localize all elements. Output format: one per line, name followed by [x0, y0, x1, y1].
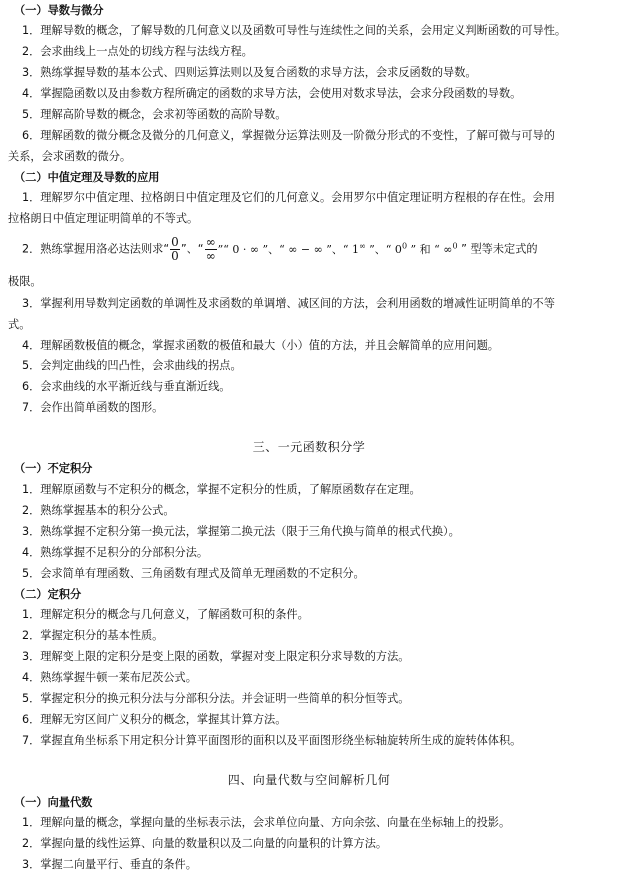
list-item: 6．理解无穷区间广义积分的概念，掌握其计算方法。 — [22, 713, 287, 726]
list-item: 6．理解函数的微分概念及微分的几何意义，掌握微分运算法则及一阶微分形式的不变性，了解可微与可导的 — [22, 129, 555, 142]
list-item: 2．掌握定积分的基本性质。 — [22, 629, 164, 642]
list-item: 2．掌握向量的线性运算、向量的数量积以及二向量的向量积的计算方法。 — [22, 837, 388, 850]
list-item: 4．熟练掌握不足积分的分部积分法。 — [22, 546, 209, 559]
list-item: 3．掌握二向量平行、垂直的条件。 — [22, 858, 197, 871]
list-item: 5．理解高阶导数的概念，会求初等函数的高阶导数。 — [22, 108, 287, 121]
list-item: 7．掌握直角坐标系下用定积分计算平面图形的面积以及平面图形绕坐标轴旋转所生成的旋转体体积。 — [22, 734, 522, 747]
list-item-continuation: 关系，会求函数的微分。 — [8, 150, 132, 163]
list-item: 6．会求曲线的水平渐近线与垂直渐近线。 — [22, 380, 231, 393]
subsection-heading-vector-algebra: （一）向量代数 — [14, 796, 93, 809]
lhopital-text-end: ” 型等未定式的 — [457, 242, 538, 256]
list-item: 5．会求简单有理函数、三角函数有理式及简单无理函数的不定积分。 — [22, 567, 365, 580]
list-item: 1．理解原函数与不定积分的概念，掌握不定积分的性质，了解原函数存在定理。 — [22, 483, 421, 496]
separator-text: ”、“ — [180, 242, 204, 256]
section-title-integral: 三、一元函数积分学 — [252, 440, 366, 454]
list-item: 5．掌握定积分的换元积分法与分部积分法。并会证明一些简单的积分恒等式。 — [22, 692, 410, 705]
indeterminate-forms: ”“ 0 · ∞ ”、“ ∞ − ∞ ”、“ 1∞ ”、“ $0^0$ ” 和 “ ∞$^0$ — [217, 241, 458, 256]
list-item-continuation: 式。 — [8, 318, 31, 331]
list-item: 3．熟练掌握不定积分第一换元法，掌握第二换元法（限于三角代换与简单的根式代换）。 — [22, 525, 460, 538]
list-item: 4．掌握隐函数以及由参数方程所确定的函数的求导方法，会使用对数求导法，会求分段函数的导数。 — [22, 87, 522, 100]
list-item-lhopital — [0, 231, 618, 265]
subsection-heading-indefinite: （一）不定积分 — [14, 462, 93, 475]
subsection-heading-mean-value: （二）中值定理及导数的应用 — [14, 171, 160, 184]
list-item: 4．理解函数极值的概念，掌握求函数的极值和最大（小）值的方法，并且会解简单的应用问题。 — [22, 339, 499, 352]
list-item: 5．会判定曲线的凹凸性，会求曲线的拐点。 — [22, 359, 242, 372]
list-item: 2．会求曲线上一点处的切线方程与法线方程。 — [22, 45, 253, 58]
fraction-denominator: ∞ — [205, 249, 216, 264]
fraction-denominator: 0 — [171, 249, 179, 264]
list-item: 1．理解罗尔中值定理、拉格朗日中值定理及它们的几何意义。会用罗尔中值定理证明方程根的存在性。会用 — [22, 191, 555, 204]
list-item: 3．熟练掌握导数的基本公式、四则运算法则以及复合函数的求导方法，会求反函数的导数。 — [22, 66, 477, 79]
list-item: 2．熟练掌握基本的积分公式。 — [22, 504, 175, 517]
fraction-numerator: ∞ — [205, 235, 216, 250]
subsection-heading-definite: （二）定积分 — [14, 588, 82, 601]
subsection-heading-derivative: （一）导数与微分 — [14, 4, 104, 17]
fraction-numerator: 0 — [171, 235, 179, 250]
list-item: 3．掌握利用导数判定函数的单调性及求函数的单调增、减区间的方法，会利用函数的增减性证明简单的不等 — [22, 297, 555, 310]
section-title-vector: 四、向量代数与空间解析几何 — [227, 773, 391, 787]
fraction-zero-over-zero — [170, 236, 180, 263]
list-item: 7．会作出简单函数的图形。 — [22, 401, 164, 414]
list-item-continuation: 拉格朗日中值定理证明简单的不等式。 — [8, 212, 199, 225]
list-item: 1．理解定积分的概念与几何意义，了解函数可积的条件。 — [22, 608, 309, 621]
list-item-continuation: 极限。 — [8, 275, 42, 288]
list-item: 1．理解导数的概念，了解导数的几何意义以及函数可导性与连续性之间的关系，会用定义判断函数的可导性。 — [22, 24, 567, 37]
list-item: 1．理解向量的概念，掌握向量的坐标表示法，会求单位向量、方向余弦、向量在坐标轴上的投影。 — [22, 816, 511, 829]
list-item: 4．熟练掌握牛顿一莱布尼茨公式。 — [22, 671, 197, 684]
fraction-inf-over-inf — [205, 236, 217, 263]
lhopital-text: 2．熟练掌握用洛必达法则求“ — [22, 242, 170, 256]
list-item: 3．理解变上限的定积分是变上限的函数，掌握对变上限定积分求导数的方法。 — [22, 650, 410, 663]
